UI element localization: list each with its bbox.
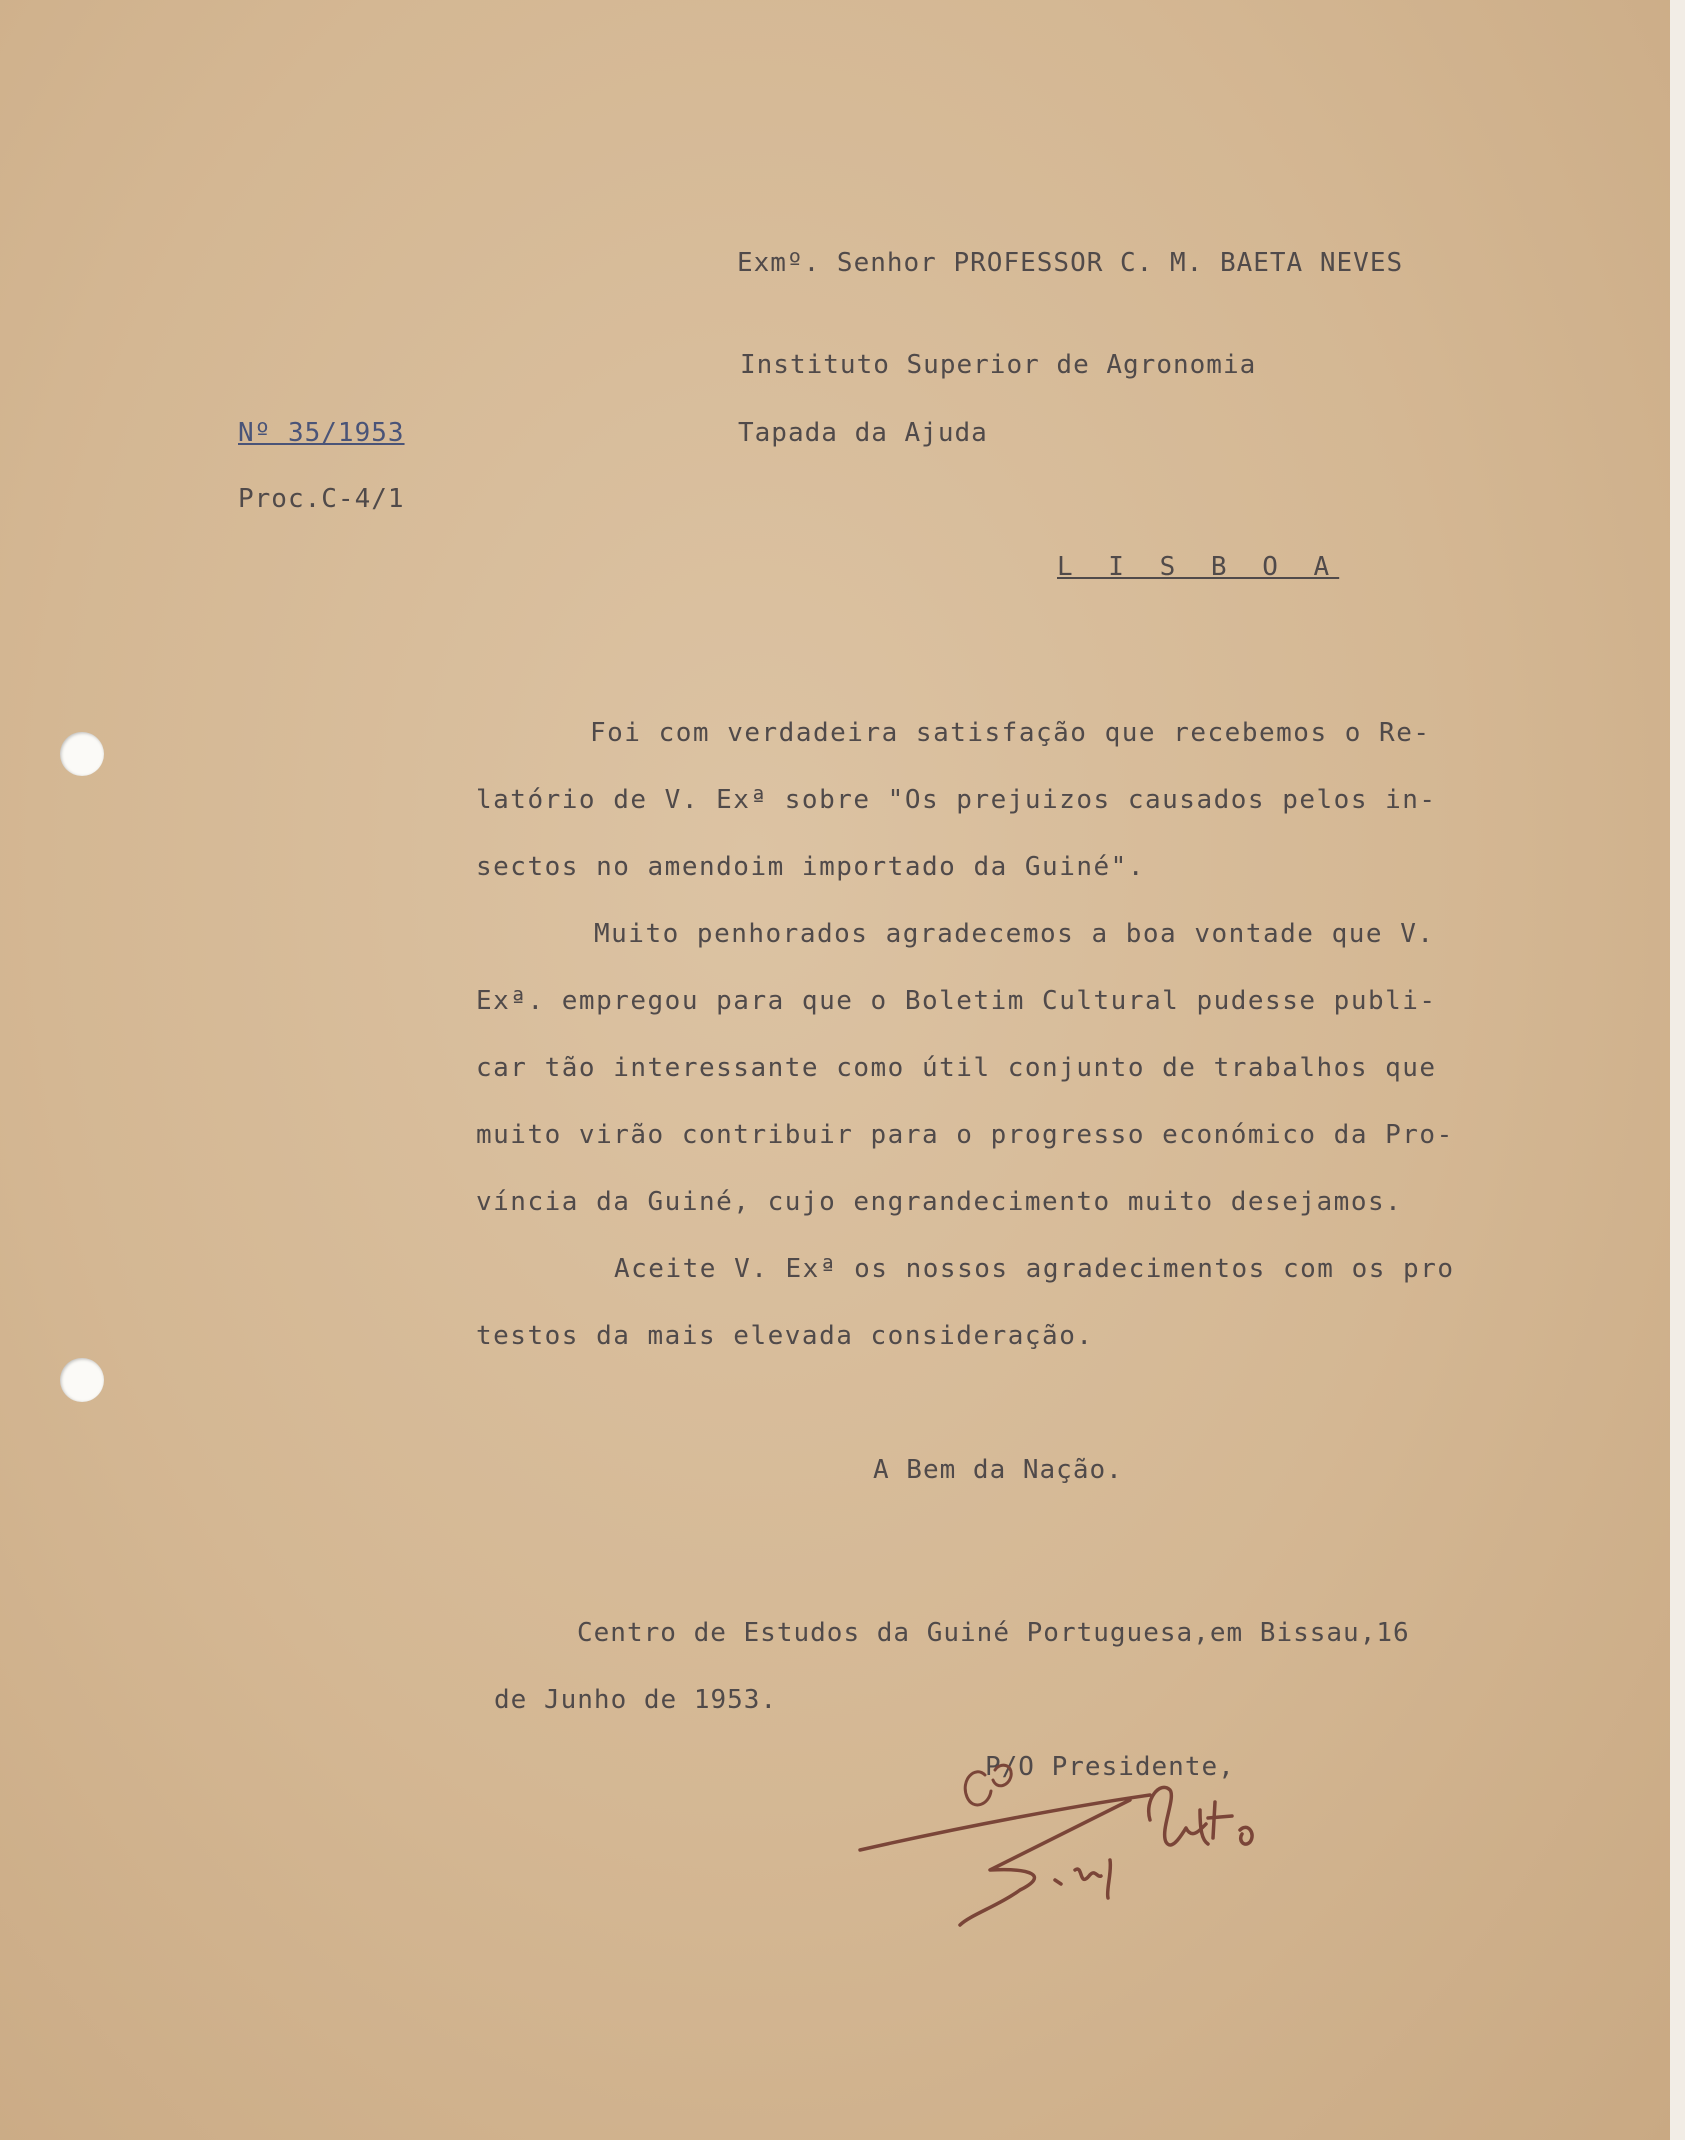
punch-hole-top bbox=[60, 732, 104, 776]
place-date-line-2: de Junho de 1953. bbox=[494, 1685, 778, 1715]
body-line-3: sectos no amendoim importado da Guiné". bbox=[476, 852, 1145, 882]
body-line-4: Muito penhorados agradecemos a boa vontade que V. bbox=[594, 919, 1435, 949]
body-line-10: testos da mais elevada consideração. bbox=[476, 1321, 1094, 1351]
body-line-2: latório de V. Exª sobre "Os prejuizos causados pelos in- bbox=[476, 785, 1437, 815]
body-line-8: víncia da Guiné, cujo engrandecimento muito desejamos. bbox=[476, 1187, 1403, 1217]
recipient-city: L I S B O A bbox=[1057, 552, 1340, 582]
body-line-5: Exª. empregou para que o Boletim Cultural pudesse publi- bbox=[476, 986, 1437, 1016]
body-line-9: Aceite V. Exª os nossos agradecimentos com os pro bbox=[614, 1254, 1455, 1284]
body-line-1: Foi com verdadeira satisfação que recebemos o Re- bbox=[590, 718, 1431, 748]
reference-number: Nº 35/1953 bbox=[238, 418, 405, 448]
signer-title: P/O Presidente, bbox=[985, 1752, 1235, 1782]
punch-hole-bottom bbox=[60, 1358, 104, 1402]
process-reference: Proc.C-4/1 bbox=[238, 484, 405, 514]
recipient-name: Exmº. Senhor PROFESSOR C. M. BAETA NEVES bbox=[737, 248, 1404, 278]
body-line-7: muito virão contribuir para o progresso económico da Pro- bbox=[476, 1120, 1454, 1150]
salutation: A Bem da Nação. bbox=[873, 1455, 1123, 1485]
recipient-address: Tapada da Ajuda bbox=[738, 418, 988, 448]
place-date-line-1: Centro de Estudos da Guiné Portuguesa,em Bissau,16 bbox=[577, 1618, 1410, 1648]
body-line-6: car tão interessante como útil conjunto de trabalhos que bbox=[476, 1053, 1437, 1083]
recipient-institution: Instituto Superior de Agronomia bbox=[740, 350, 1257, 380]
page-edge bbox=[1670, 0, 1685, 2140]
signature bbox=[820, 1700, 1380, 1960]
